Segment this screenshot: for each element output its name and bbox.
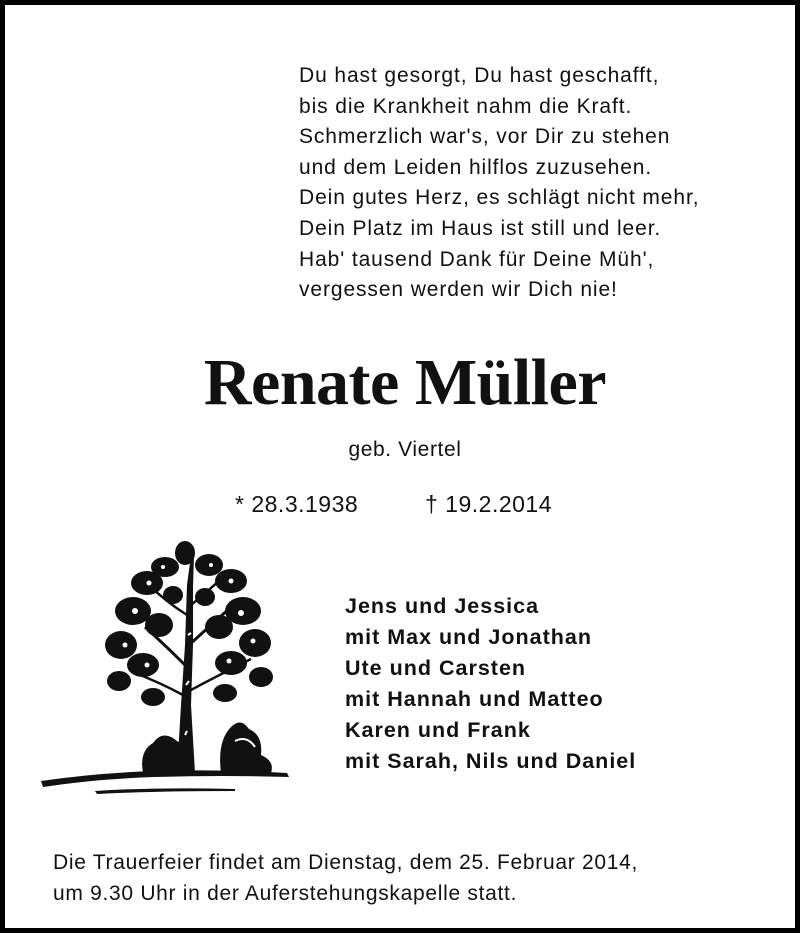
poem-line: bis die Krankheit nahm die Kraft. xyxy=(299,94,633,118)
family-line: mit Hannah und Matteo xyxy=(345,687,604,711)
poem xyxy=(299,61,769,306)
poem-line: Dein gutes Herz, es schlägt nicht mehr, xyxy=(299,186,700,210)
birch-tree-icon xyxy=(35,515,325,805)
poem-line: und dem Leiden hilflos zuzusehen. xyxy=(299,155,653,179)
family-line: Karen und Frank xyxy=(345,718,531,742)
funeral-info xyxy=(53,848,773,909)
birth-date: * 28.3.1938 xyxy=(235,491,359,517)
death-date: † 19.2.2014 xyxy=(425,491,553,517)
family-line: mit Max und Jonathan xyxy=(345,625,592,649)
poem-line: Hab' tausend Dank für Deine Müh', xyxy=(299,247,655,271)
family-list xyxy=(345,591,636,777)
funeral-info-line: um 9.30 Uhr in der Auferstehungskapelle statt. xyxy=(53,881,518,905)
deceased-name: Renate Müller xyxy=(203,346,607,419)
poem-line: vergessen werden wir Dich nie! xyxy=(299,278,618,302)
poem-line: Du hast gesorgt, Du hast geschafft, xyxy=(299,64,660,87)
poem-line: Dein Platz im Haus ist still und leer. xyxy=(299,216,662,240)
maiden-name: geb. Viertel xyxy=(348,438,462,461)
family-line: Ute und Carsten xyxy=(345,656,527,680)
poem-line: Schmerzlich war's, vor Dir zu stehen xyxy=(299,125,671,149)
family-line: Jens und Jessica xyxy=(345,594,540,618)
family-line: mit Sarah, Nils und Daniel xyxy=(345,749,637,773)
funeral-info-line: Die Trauerfeier findet am Dienstag, dem 25. Februar 2014, xyxy=(53,851,639,874)
